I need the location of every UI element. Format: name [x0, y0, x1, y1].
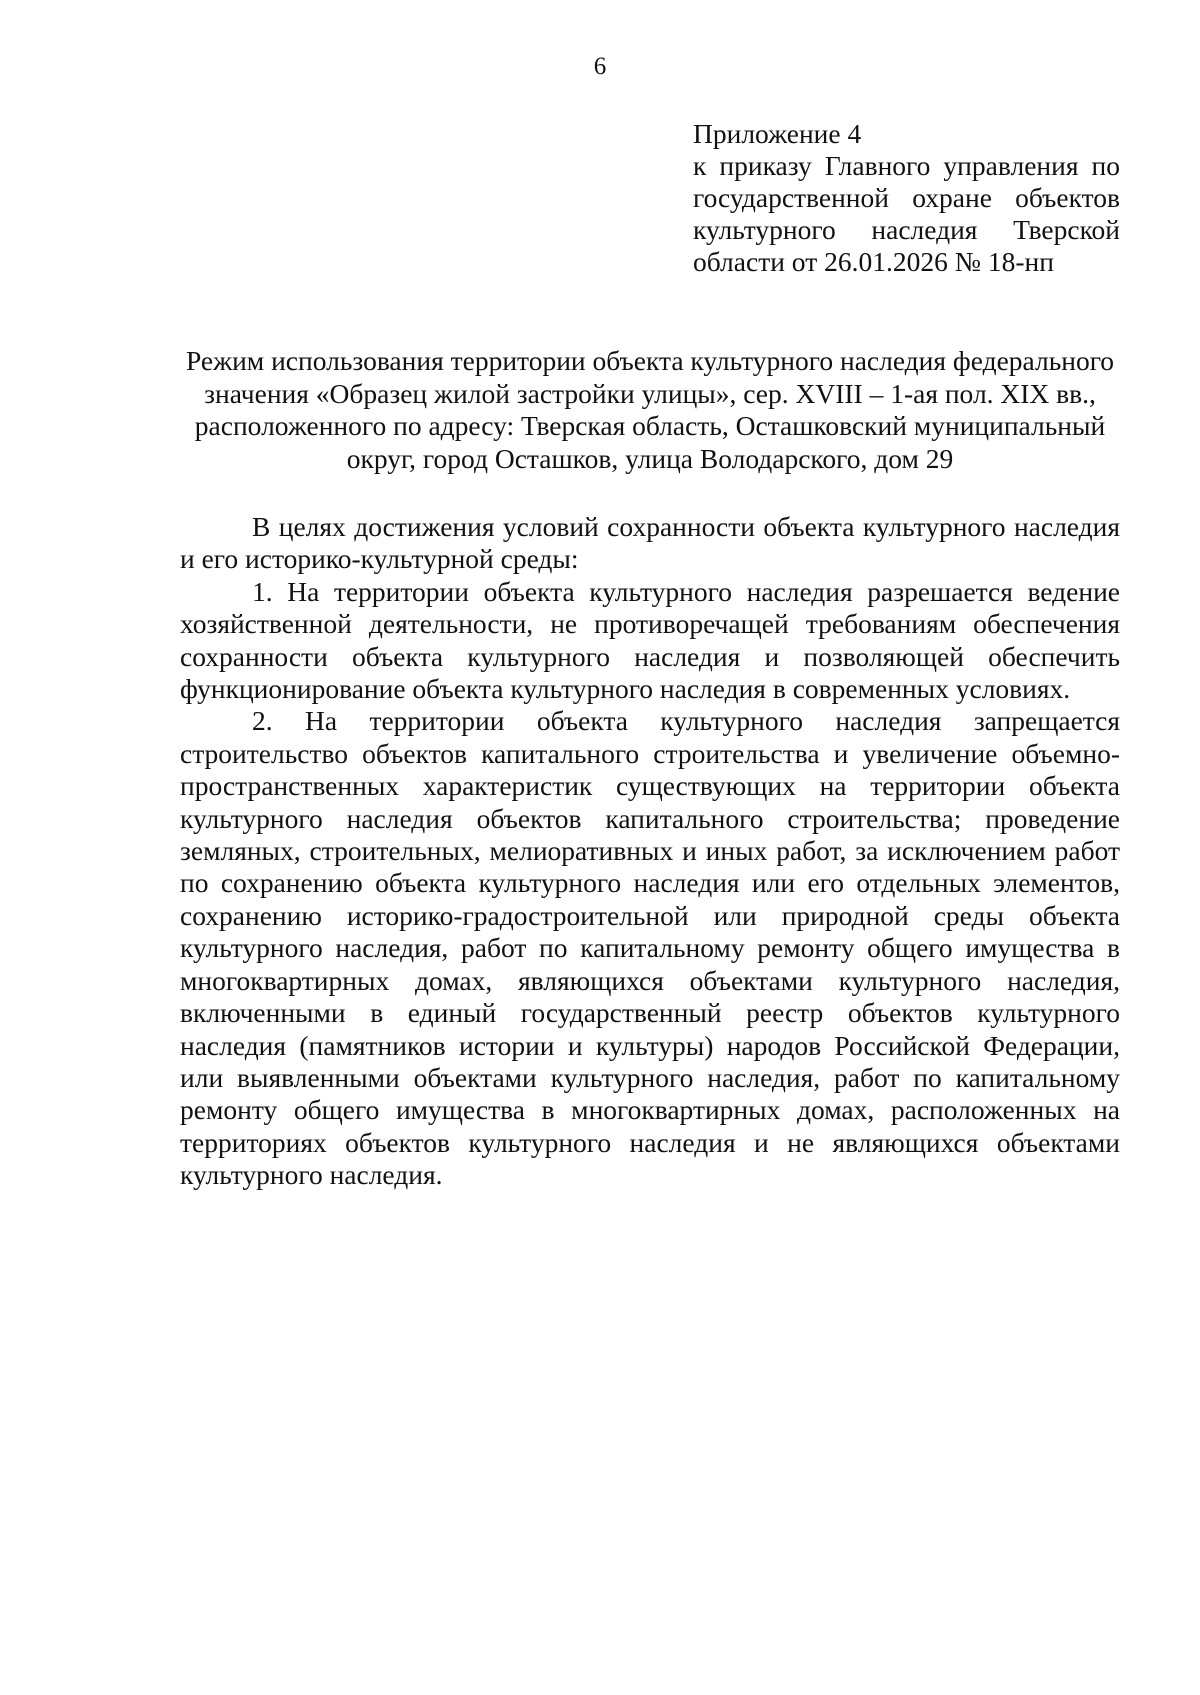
clause-1-paragraph: 1. На территории объекта культурного наследия разрешается ведение хозяйственной деятельности, не противоречащей требованиям обеспечения сохранности объекта культурного наследия и позволяющей обеспечить функционирование объекта культурного наследия в современных условиях.	[180, 575, 1120, 705]
appendix-title: Приложение 4	[693, 118, 862, 149]
intro-paragraph: В целях достижения условий сохранности объекта культурного наследия и его историко-культурной среды:	[180, 511, 1120, 575]
page-number: 6	[593, 53, 607, 80]
document-body	[180, 511, 1120, 1192]
clause-2-paragraph: 2. На территории объекта культурного наследия запрещается строительство объектов капитального строительства и увеличение объемно-пространственных характеристик существующих на территории объекта культурного наследия объектов капитального строительства; проведение земляных, строительных, мелиоративных и иных работ, за исключением работ по сохранению объекта культурного наследия или его отдельных элементов, сохранению историко-градостроительной или природной среды объекта культурного наследия, работ по капитальному ремонту общего имущества в многоквартирных домах, являющихся объектами культурного наследия, включенными в единый государственный реестр объектов культурного наследия (памятников истории и культуры) народов Российской Федерации, или выявленными объектами культурного наследия, работ по капитальному ремонту общего имущества в многоквартирных домах, расположенных на территориях объектов культурного наследия и не являющихся объектами культурного наследия.	[180, 705, 1120, 1191]
appendix-block	[693, 118, 1120, 278]
document-title: Режим использования территории объекта культурного наследия федерального значения «Образец жилой застройки улицы», сер. XVIII – 1-ая пол. XIX вв., расположенного по адресу: Тверская область, Осташковский муниципальный округ, город Осташков, улица Володарского, дом 29	[185, 345, 1115, 474]
appendix-reference: к приказу Главного управления по государственной охране объектов культурного наследия Тверской области от 26.01.2026 № 18-нп	[693, 150, 1120, 277]
